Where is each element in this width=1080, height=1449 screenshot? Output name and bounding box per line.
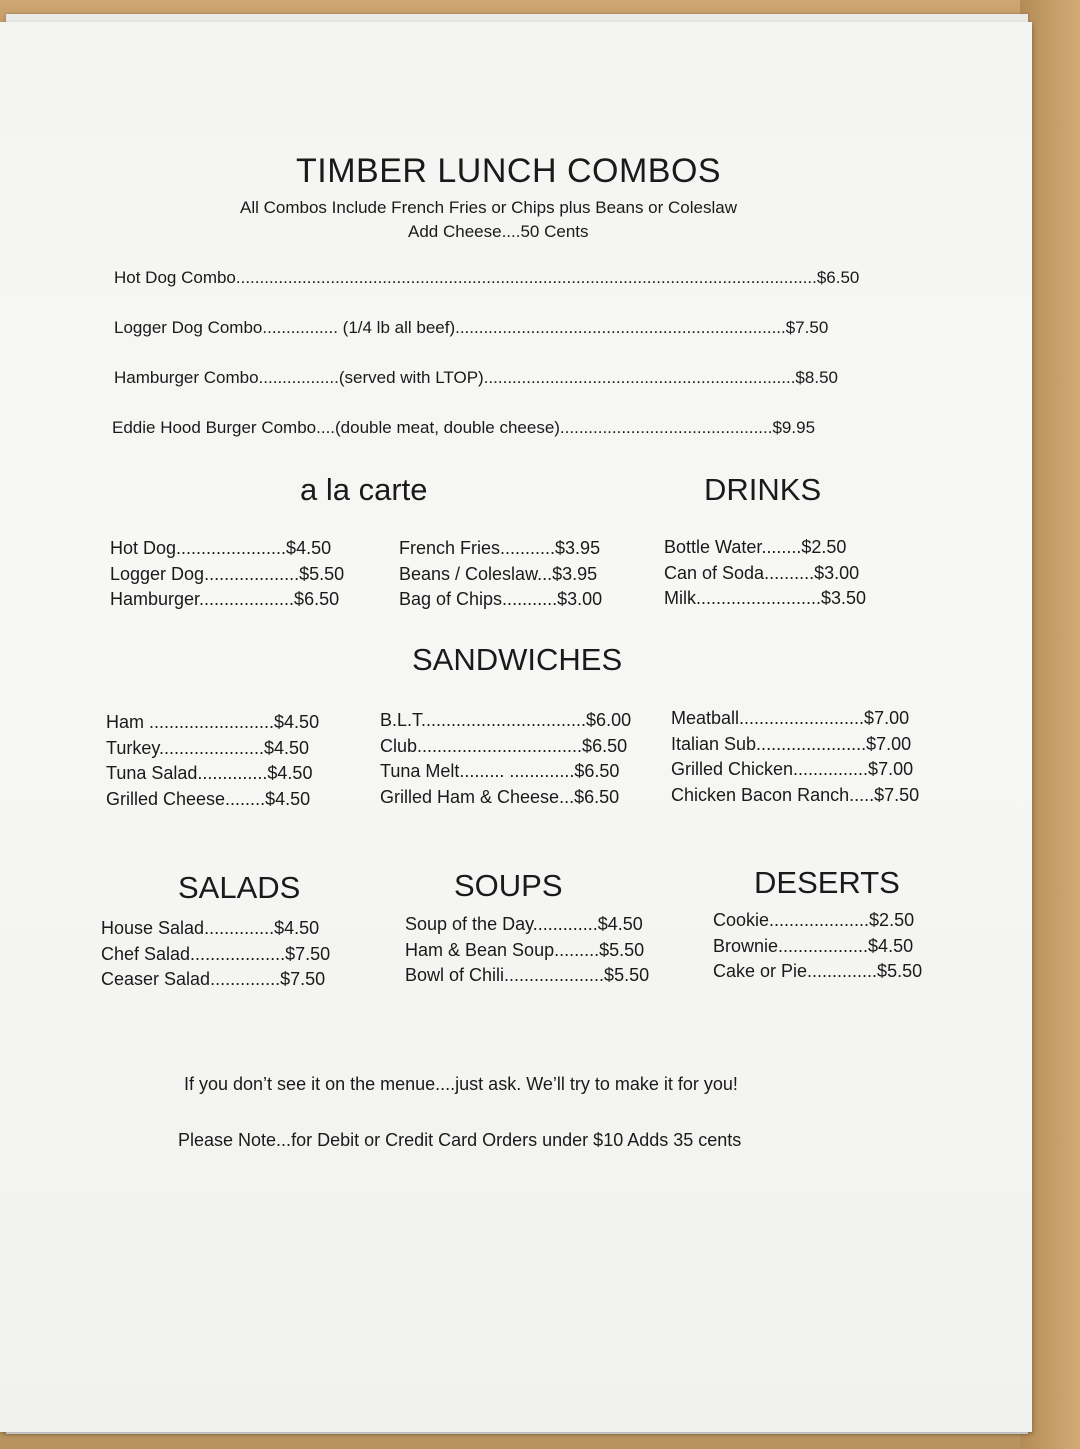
list-item: Tuna Salad..............$4.50 <box>106 763 313 783</box>
list-item: Ham & Bean Soup.........$5.50 <box>405 939 645 960</box>
list-item: Milk.........................$3.50 <box>664 588 867 608</box>
list-item: French Fries...........$3.95 <box>399 538 601 558</box>
menu-title: TIMBER LUNCH COMBOS <box>296 152 722 190</box>
list-item: Club.................................$6.50 <box>380 735 628 756</box>
list-item: B.L.T.................................$6.00 <box>380 710 632 730</box>
add-cheese-note: Add Cheese....50 Cents <box>408 222 589 241</box>
section-heading-a-la-carte: a la carte <box>300 472 428 507</box>
a-la-carte-column-2 <box>399 536 602 613</box>
list-item: Grilled Ham & Cheese...$6.50 <box>380 786 620 807</box>
combo-includes-note: All Combos Include French Fries or Chips plus Beans or Coleslaw <box>240 198 737 217</box>
combo-logger-dog: Logger Dog Combo................ (1/4 lb all beef)......................................................................$7.50 <box>114 318 829 337</box>
section-heading-drinks: DRINKS <box>704 472 822 507</box>
list-item: Cookie....................$2.50 <box>713 910 915 930</box>
list-item: Italian Sub......................$7.00 <box>671 733 912 754</box>
list-item: Chicken Bacon Ranch.....$7.50 <box>671 784 920 805</box>
sandwiches-column-2 <box>380 708 631 810</box>
list-item: Ham .........................$4.50 <box>106 712 320 732</box>
section-heading-soups: SOUPS <box>454 868 563 903</box>
section-heading-deserts: DESERTS <box>754 865 900 900</box>
list-item: Tuna Melt......... .............$6.50 <box>380 761 620 781</box>
sandwiches-column-3 <box>671 706 919 808</box>
list-item: Grilled Chicken...............$7.00 <box>671 759 914 779</box>
list-item: Bowl of Chili....................$5.50 <box>405 965 650 985</box>
list-item: Grilled Cheese........$4.50 <box>106 788 311 809</box>
list-item: Meatball.........................$7.00 <box>671 708 910 728</box>
list-item: Brownie..................$4.50 <box>713 935 914 956</box>
combo-hamburger: Hamburger Combo.................(served with LTOP)..................................................................$8.50 <box>114 368 838 387</box>
list-item: Soup of the Day.............$4.50 <box>405 914 643 934</box>
list-item: Bottle Water........$2.50 <box>664 537 847 557</box>
footer-ask-note: If you don’t see it on the menue....just ask. We’ll try to make it for you! <box>184 1074 738 1094</box>
deserts-list <box>713 908 922 985</box>
sandwiches-column-1 <box>106 710 319 812</box>
list-item: Logger Dog...................$5.50 <box>110 563 345 584</box>
list-item: Hot Dog......................$4.50 <box>110 538 332 558</box>
list-item: Chef Salad...................$7.50 <box>101 943 331 964</box>
list-item: Bag of Chips...........$3.00 <box>399 589 603 609</box>
list-item: Ceaser Salad..............$7.50 <box>101 969 326 989</box>
list-item: Beans / Coleslaw...$3.95 <box>399 563 598 584</box>
list-item: House Salad..............$4.50 <box>101 918 320 938</box>
a-la-carte-column-1 <box>110 536 344 613</box>
combo-hot-dog: Hot Dog Combo...........................................................................................................................$6.50 <box>114 268 860 287</box>
soups-list <box>405 912 649 989</box>
footer-card-fee-note: Please Note...for Debit or Credit Card Orders under $10 Adds 35 cents <box>178 1130 742 1150</box>
section-heading-sandwiches: SANDWICHES <box>412 642 623 677</box>
combo-eddie-hood-burger: Eddie Hood Burger Combo....(double meat, double cheese).............................................$9.95 <box>112 418 816 437</box>
drinks-list <box>664 535 866 612</box>
menu-sheet <box>0 22 1032 1432</box>
salads-list <box>101 916 330 993</box>
list-item: Can of Soda..........$3.00 <box>664 562 860 583</box>
section-heading-salads: SALADS <box>178 870 301 905</box>
list-item: Turkey.....................$4.50 <box>106 737 310 758</box>
list-item: Cake or Pie..............$5.50 <box>713 961 923 981</box>
list-item: Hamburger...................$6.50 <box>110 589 340 609</box>
